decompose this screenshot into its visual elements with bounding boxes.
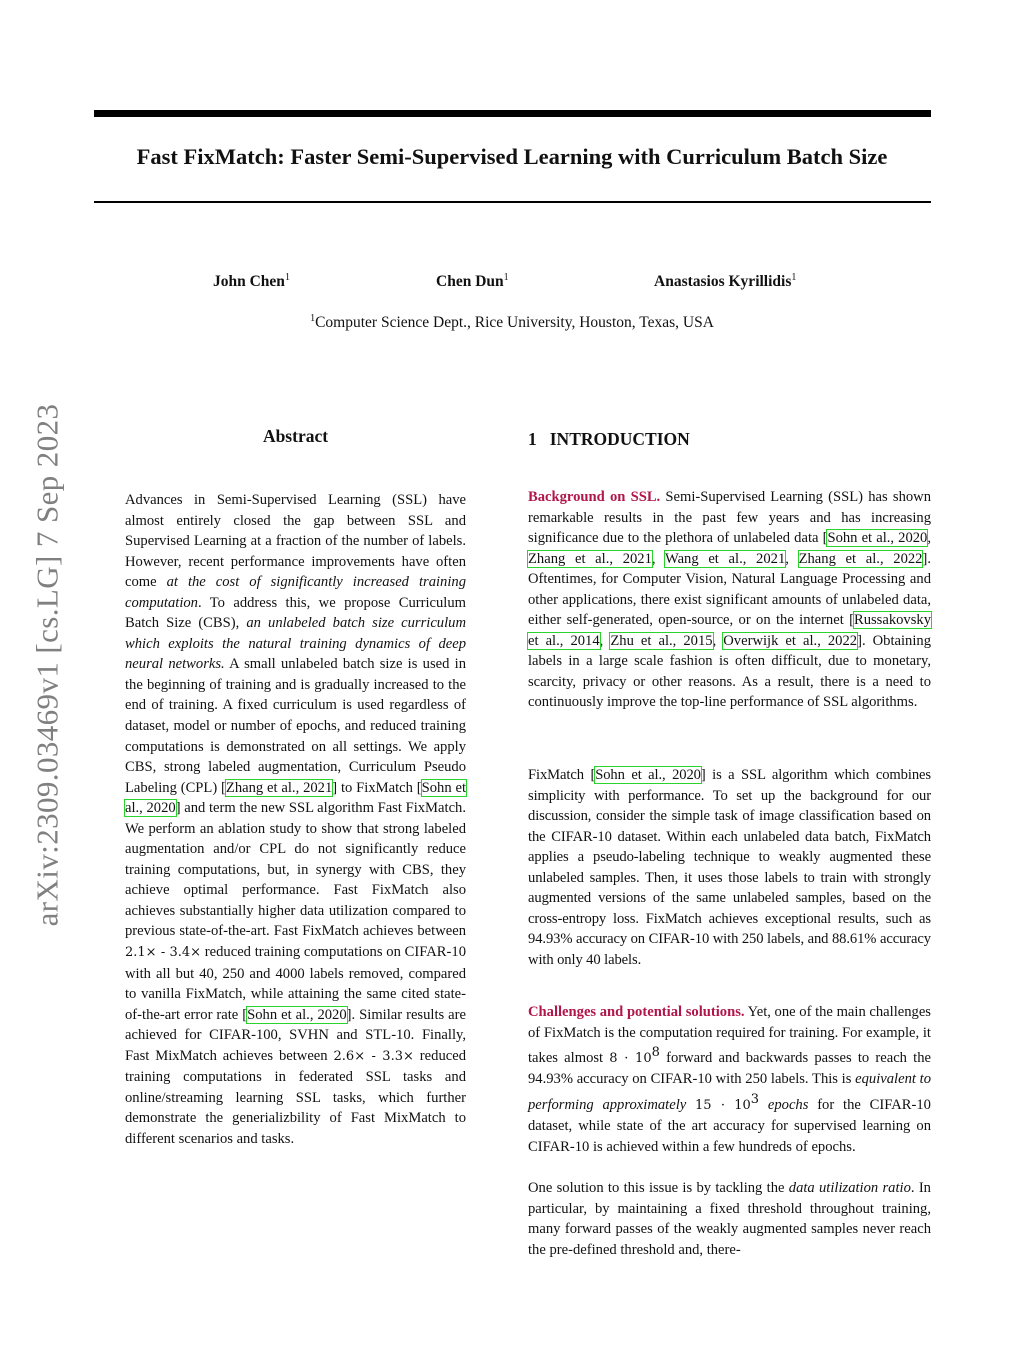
run-in-heading: Challenges and potential solutions. [528,1004,745,1020]
citation-link[interactable]: Sohn et al., 2020 [247,1006,347,1023]
title-bottom-rule [94,201,931,203]
citation-link[interactable]: Zhang et al., 2022 [798,550,923,567]
paragraph-background: Background on SSL. Semi-Supervised Learning (SSL) has shown remarkable results in the past few years and has increasing significance due to the plethora of unlabeled data [Sohn et al., 2020, Zhang et al., 2021, Wang et al., 2021, Zhang et al., 2022]. Oftentimes, for Computer Vision, Natural Language Processing and other applications, there exist significant amounts of unlabeled data, either self-generated, open-source, or on the internet [Russakovsky et al., 2014, Zhu et al., 2015, Overwijk et al., 2022]. Obtaining labels in a large scale fashion is often difficult, due to monetary, scarcity, privacy or other reasons. As a result, there is a need to continuously improve the top-line performance of SSL algorithms. [528,489,932,710]
citation-link[interactable]: Sohn et al., 2020 [125,779,467,817]
citation-link[interactable]: Sohn et al., 2020 [595,767,701,783]
paper-title: Fast FixMatch: Faster Semi-Supervised Learning with Curriculum Batch Size [136,144,888,169]
run-in-heading: Background on SSL. [528,489,661,505]
citation-link[interactable]: Overwijk et al., 2022 [723,632,858,649]
citation-link[interactable]: Zhang et al., 2021 [528,550,652,567]
paragraph-challenges: Challenges and potential solutions. Yet, one of the main challenges of FixMatch is the computation required for training. For example, it takes almost $8 \cdot 10^8$ forward and backwards passes to reach the 94.93% accuracy on CIFAR-10 with 250 labels. This is equivalent to performing approximately $15 \cdot 10^3$ epochs for the CIFAR-10 dataset, while state of the art accuracy for supervised learning on CIFAR-10 is achieved within a few hundreds of epochs. [528,1004,931,1155]
author-anastasios-kyrillidis: Anastasios Kyrillidis$^1$ [654,272,797,291]
abstract-heading: Abstract [262,426,329,446]
paragraph-solution: One solution to this issue is by tackling the data utilization ratio. In particular, by maintaining a fixed threshold throughout training, many forward passes of the weakly augmented samples never reach the pre-defined threshold and, there- [528,1180,931,1258]
affiliation: $^1$Computer Science Dept., Rice University, Houston, Texas, USA [310,313,714,332]
citation-link[interactable]: Sohn et al., 2020 [827,530,928,546]
author-john-chen: John Chen$^1$ [213,272,290,291]
title-top-rule [94,110,931,117]
author-chen-dun: Chen Dun$^1$ [436,272,509,291]
citation-link[interactable]: Wang et al., 2021 [664,550,786,567]
section-heading: 1 INTRODUCTION [528,429,690,449]
arxiv-stamp: arXiv:2309.03469v1 [cs.LG] 7 Sep 2023 [29,403,65,927]
citation-link[interactable]: Russakovsky et al., 2014 [528,612,931,649]
abstract-body: Advances in Semi-Supervised Learning (SSL) have almost entirely closed the gap between SSL and Supervised Learning at a fraction of the number of labels. However, recent performance improvements have often come at the cost of significantly increased training computation. To address this, we propose Curriculum Batch Size (CBS), an unlabeled batch size curriculum which exploits the natural training dynamics of deep neural networks. A small unlabeled batch size is used in the beginning of training and is gradually increased to the end of training. A fixed curriculum is used regardless of dataset, model or number of epochs, and reduced training computations is demonstrated on all settings. We apply CBS, strong labeled augmentation, Curriculum Pseudo Labeling (CPL) [Zhang et al., 2021] to FixMatch [Sohn et al., 2020] and term the new SSL algorithm Fast FixMatch. We perform an ablation study to show that strong labeled augmentation and/or CPL do not significantly reduce training computations, but, in synergy with CBS, they achieve optimal performance. Fast FixMatch also achieves substantially higher data utilization compared to previous state-of-the-art. Fast FixMatch achieves between 2.1× - 3.4× reduced training computations on CIFAR-10 with all but 40, 250 and 4000 labels removed, compared to vanilla FixMatch, while attaining the same cited state-of-the-art error rate [Sohn et al., 2020]. Similar results are achieved for CIFAR-100, SVHN and STL-10. Finally, Fast MixMatch achieves between 2.6× - 3.3× reduced training computations in federated SSL tasks and online/streaming learning SSL tasks, which further demonstrate the generializbility of Fast MixMatch to different scenarios and tasks. [125,492,467,1147]
citation-link[interactable]: Zhu et al., 2015 [610,632,713,649]
citation-link[interactable]: Zhang et al., 2021 [225,779,333,796]
paragraph-fixmatch: FixMatch [Sohn et al., 2020] is a SSL algorithm which combines simplicity with performance. To set up the background for our discussion, consider the simple task of image classification based on the CIFAR-10 dataset. Within each unlabeled data batch, FixMatch applies a pseudo-labeling technique to weakly augmented these unlabeled samples. Then, it uses those labels to train with strongly augmented versions of the same unlabeled samples, based on the cross-entropy loss. FixMatch achieves exceptional results, such as 94.93% accuracy on CIFAR-10 with 250 labels, and 88.61% accuracy with only 40 labels. [528,767,931,968]
